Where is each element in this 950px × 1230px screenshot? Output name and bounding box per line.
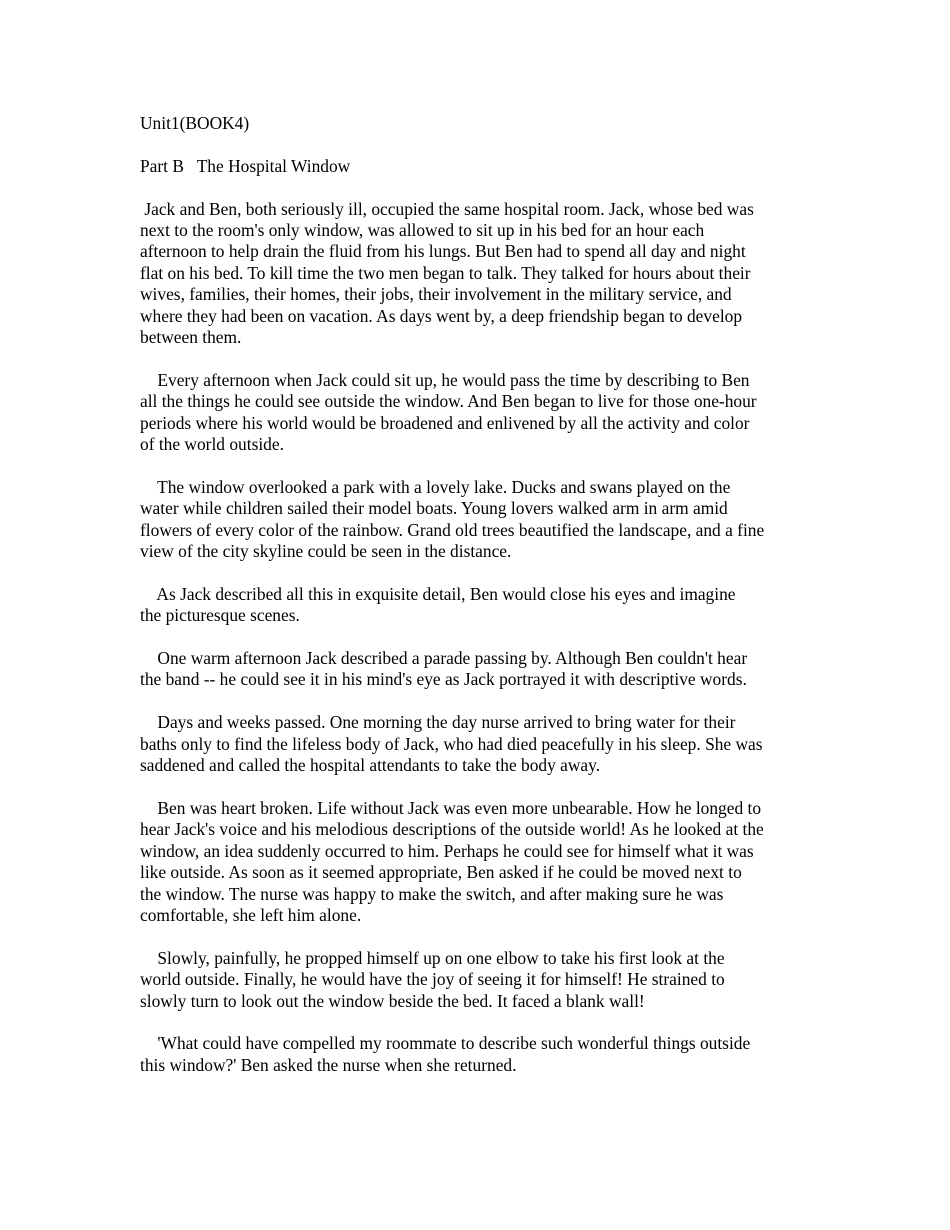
paragraph-line: this window?' Ben asked the nurse when she returned.	[140, 1054, 517, 1075]
paragraph-line: Jack and Ben, both seriously ill, occupied the same hospital room. Jack, whose bed was	[140, 198, 754, 219]
paragraph-line: baths only to find the lifeless body of Jack, who had died peacefully in his sleep. She was	[140, 733, 763, 754]
paragraph-line: As Jack described all this in exquisite detail, Ben would close his eyes and imagine	[140, 583, 736, 604]
paragraph-line: flowers of every color of the rainbow. Grand old trees beautified the landscape, and a fine	[140, 519, 765, 540]
document-page	[140, 113, 820, 1098]
paragraph-line: Slowly, painfully, he propped himself up on one elbow to take his first look at the	[140, 947, 725, 968]
paragraph-line: Ben was heart broken. Life without Jack was even more unbearable. How he longed to	[140, 797, 762, 818]
paragraph-line: where they had been on vacation. As days went by, a deep friendship began to develop	[140, 305, 743, 326]
paragraph-line: the window. The nurse was happy to make the switch, and after making sure he was	[140, 883, 724, 904]
paragraph	[140, 477, 820, 563]
paragraph	[140, 584, 820, 627]
document-heading: Unit1(BOOK4)	[140, 113, 250, 133]
paragraph-line: saddened and called the hospital attendants to take the body away.	[140, 755, 601, 776]
paragraph-line: 'What could have compelled my roommate to describe such wonderful things outside	[140, 1033, 751, 1054]
paragraph-line: afternoon to help drain the fluid from his lungs. But Ben had to spend all day and night	[140, 241, 746, 262]
paragraph-line: of the world outside.	[140, 434, 284, 455]
paragraph-line: all the things he could see outside the window. And Ben began to live for those one-hour	[140, 391, 757, 412]
paragraph-line: view of the city skyline could be seen in the distance.	[140, 541, 512, 562]
paragraph	[140, 648, 820, 691]
paragraph-line: slowly turn to look out the window beside the bed. It faced a blank wall!	[140, 990, 645, 1011]
paragraph	[140, 712, 820, 776]
paragraph-line: next to the room's only window, was allowed to sit up in his bed for an hour each	[140, 220, 705, 240]
paragraph-line: like outside. As soon as it seemed appropriate, Ben asked if he could be moved next to	[140, 862, 742, 883]
paragraph	[140, 798, 820, 926]
paragraph-line: the picturesque scenes.	[140, 605, 300, 626]
paragraph-line: between them.	[140, 327, 242, 348]
paragraph-line: wives, families, their homes, their jobs, their involvement in the military service, and	[140, 284, 732, 305]
paragraph-line: comfortable, she left him alone.	[140, 904, 362, 925]
paragraph-line: world outside. Finally, he would have the joy of seeing it for himself! He strained to	[140, 969, 725, 990]
paragraph-line: water while children sailed their model boats. Young lovers walked arm in arm amid	[140, 498, 728, 519]
paragraph	[140, 948, 820, 1012]
paragraph-line: Every afternoon when Jack could sit up, he would pass the time by describing to Ben	[140, 369, 750, 390]
paragraph	[140, 1033, 820, 1076]
paragraph-line: One warm afternoon Jack described a parade passing by. Although Ben couldn't hear	[140, 648, 748, 669]
paragraph-line: The window overlooked a park with a lovely lake. Ducks and swans played on the	[140, 476, 731, 497]
paragraph-line: window, an idea suddenly occurred to him. Perhaps he could see for himself what it was	[140, 840, 754, 861]
paragraph-line: periods where his world would be broadened and enlivened by all the activity and color	[140, 412, 750, 433]
paragraph-line: hear Jack's voice and his melodious descriptions of the outside world! As he looked at the	[140, 819, 764, 840]
paragraph	[140, 370, 820, 456]
document-subheading: Part B The Hospital Window	[140, 155, 351, 176]
paragraph-line: flat on his bed. To kill time the two men began to talk. They talked for hours about their	[140, 262, 751, 283]
document-body	[140, 199, 820, 1077]
paragraph	[140, 199, 820, 349]
paragraph-line: Days and weeks passed. One morning the day nurse arrived to bring water for their	[140, 712, 736, 733]
paragraph-line: the band -- he could see it in his mind's eye as Jack portrayed it with descriptive words.	[140, 669, 747, 690]
